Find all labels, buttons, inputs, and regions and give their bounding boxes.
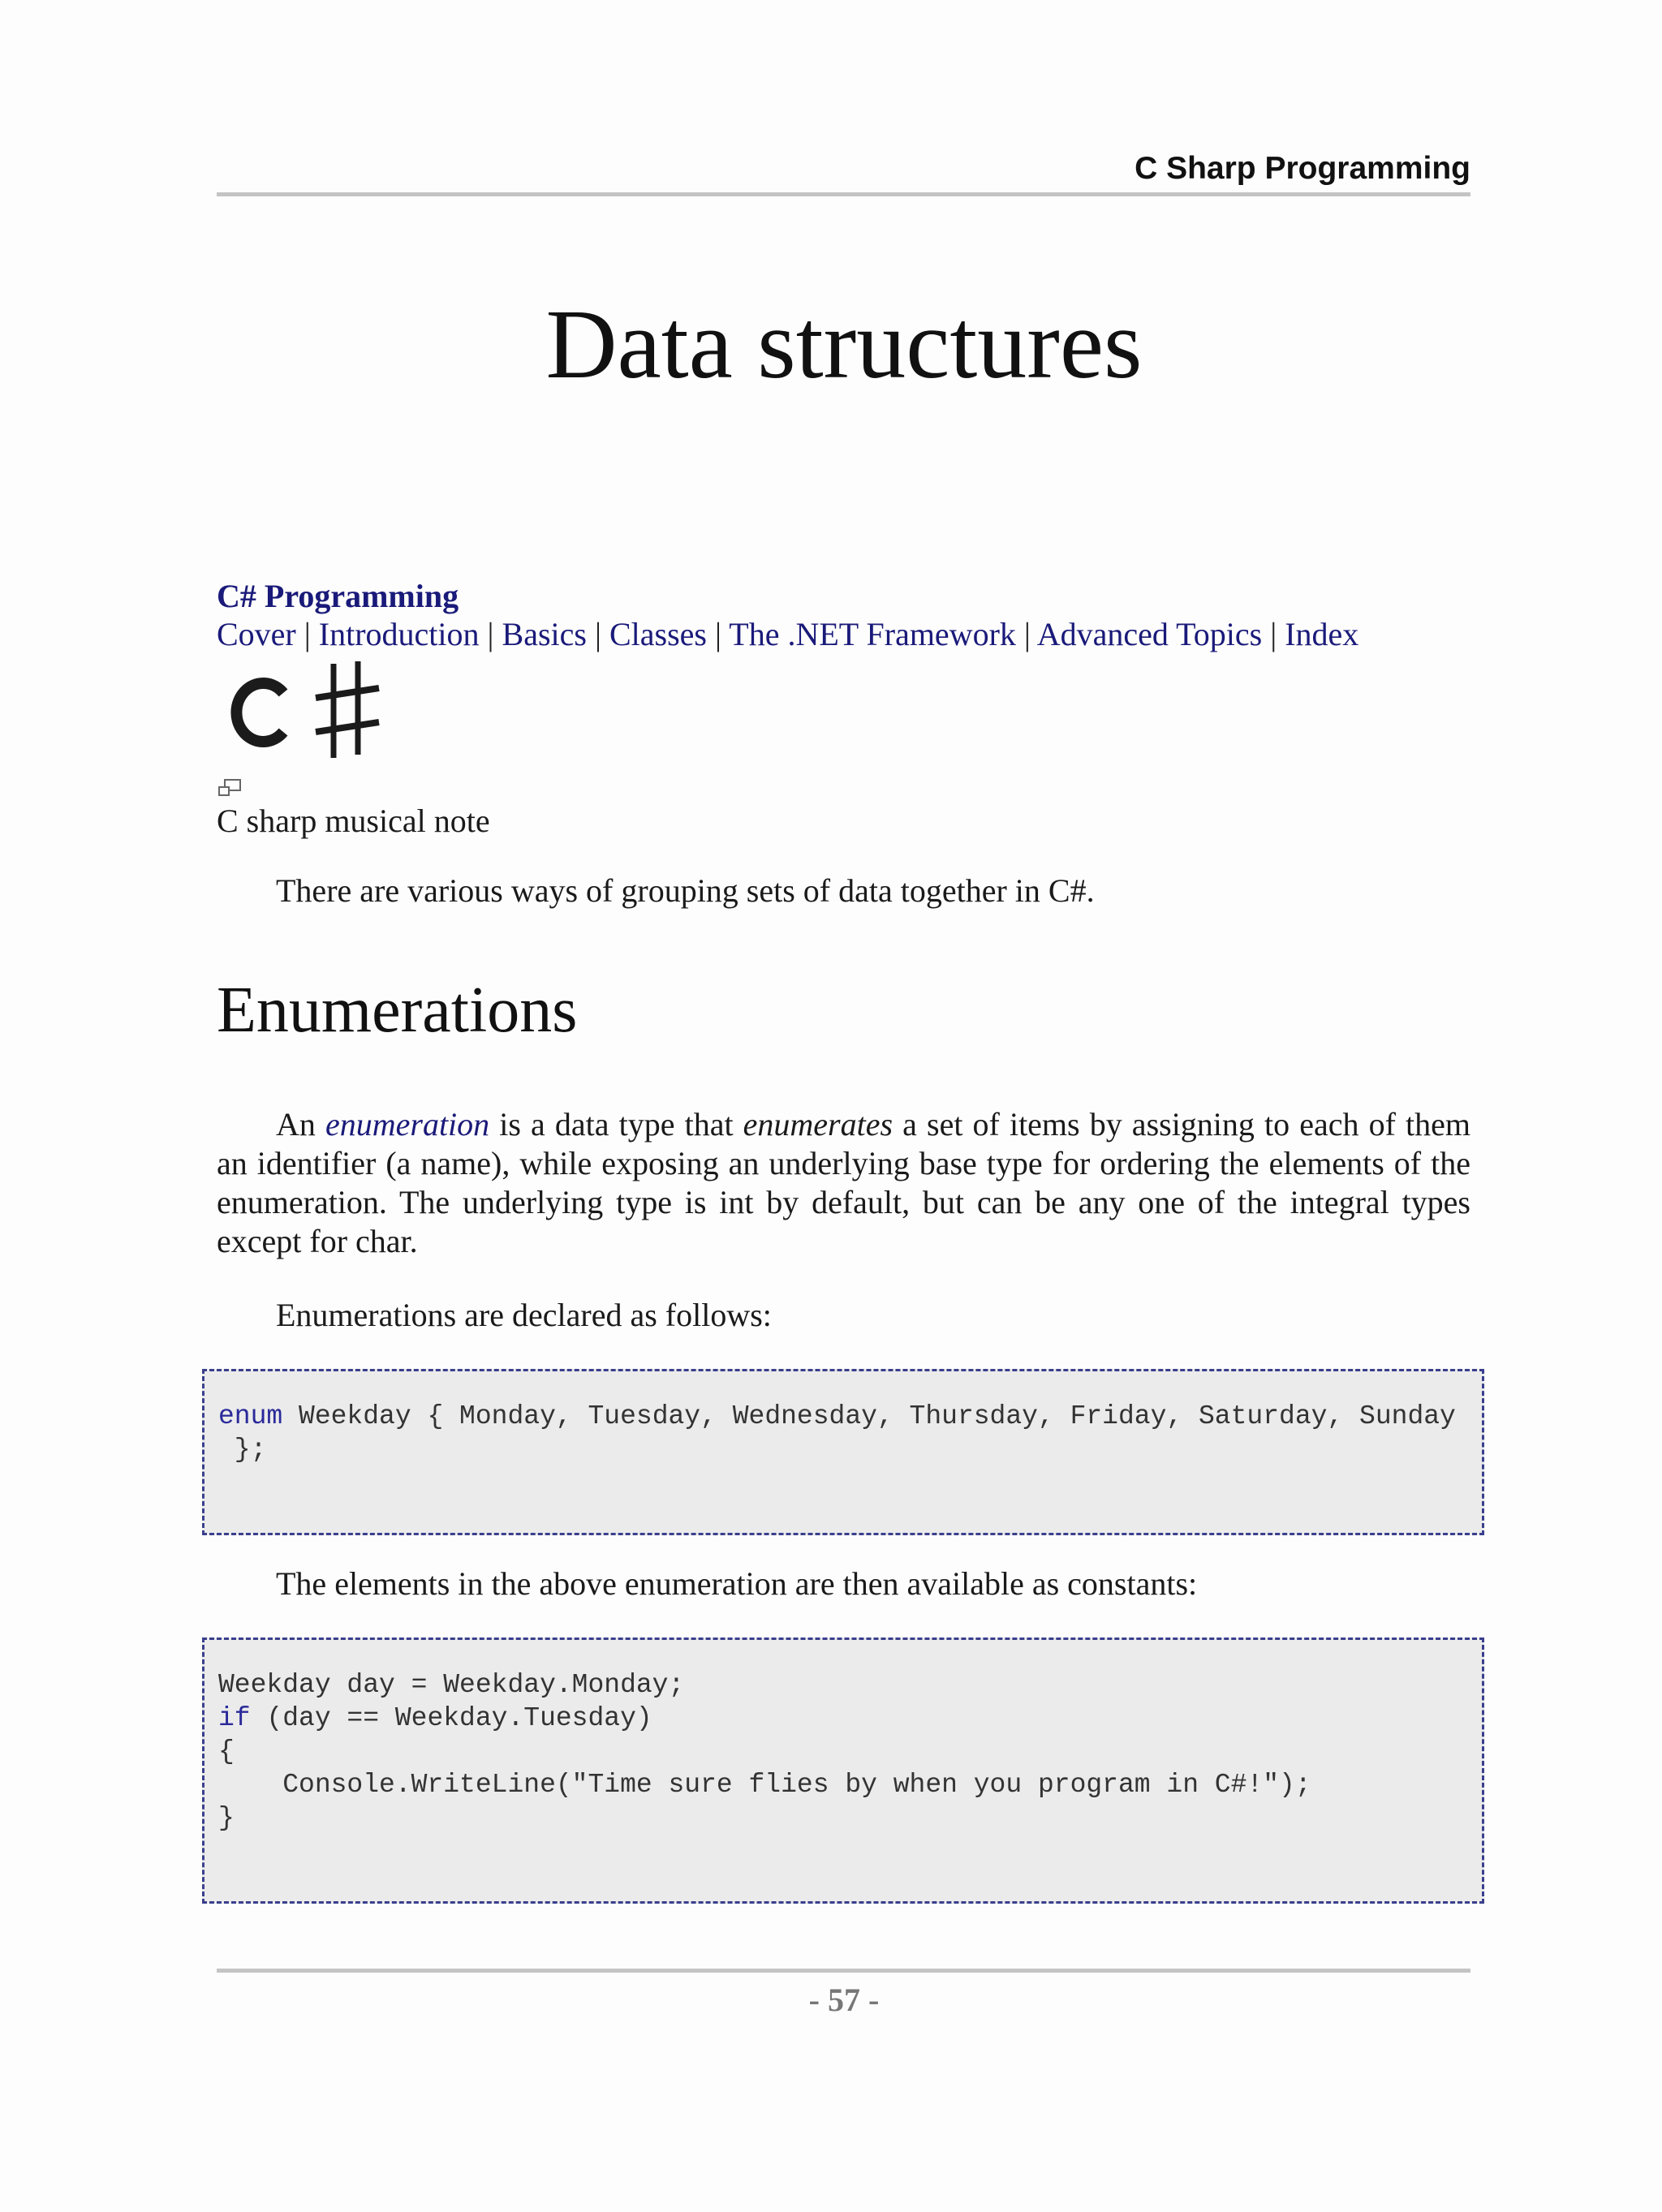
page-number: - 57 - — [808, 1982, 880, 2018]
nav-separator: | — [594, 616, 609, 652]
code-line: } — [218, 1803, 235, 1833]
header-rule — [217, 192, 1470, 196]
code-keyword: enum — [218, 1401, 283, 1431]
book-nav-title: C# Programming — [217, 578, 459, 614]
nav-separator: | — [1023, 616, 1037, 652]
running-header: C Sharp Programming — [1135, 151, 1470, 186]
enumeration-definition-paragraph — [217, 1105, 1470, 1261]
nav-link-dotnet-framework[interactable]: The .NET Framework — [729, 616, 1016, 652]
code-line: { — [218, 1736, 235, 1767]
nav-separator: | — [1270, 616, 1285, 652]
nav-link-basics[interactable]: Basics — [502, 616, 587, 652]
nav-link-index[interactable]: Index — [1285, 616, 1359, 652]
declaration-intro-paragraph: Enumerations are declared as follows: — [276, 1297, 772, 1333]
section-heading-enumerations: Enumerations — [217, 975, 578, 1046]
constants-intro-paragraph: The elements in the above enumeration are then available as constants: — [276, 1565, 1198, 1602]
code-line: Weekday day = Weekday.Monday; — [218, 1670, 685, 1700]
text: a set of items by assigning to each of them an identifier (a name), while exposing an underlying base type for ordering the elements of the enumeration. The underlying type is int by default, but can be any one of the integral types except for char. — [217, 1106, 1470, 1259]
code-text: }; — [218, 1435, 267, 1465]
emphasis: enumerates — [743, 1106, 893, 1143]
text: is a data type that — [489, 1106, 743, 1143]
intro-paragraph: There are various ways of grouping sets of data together in C#. — [276, 872, 1095, 909]
nav-separator: | — [304, 616, 319, 652]
code-block-enum-declaration — [202, 1369, 1484, 1535]
footer-rule — [217, 1969, 1470, 1973]
nav-link-advanced-topics[interactable]: Advanced Topics — [1036, 616, 1263, 652]
nav-link-classes[interactable]: Classes — [609, 616, 707, 652]
nav-separator: | — [714, 616, 730, 652]
nav-separator: | — [487, 616, 502, 652]
c-sharp-logo-icon[interactable] — [215, 659, 390, 760]
code-line: Console.WriteLine("Time sure flies by when you program in C#!"); — [218, 1770, 1311, 1800]
chapter-title: Data structures — [545, 290, 1143, 399]
figure-caption: C sharp musical note — [217, 803, 490, 839]
enlarge-icon[interactable] — [217, 778, 242, 798]
code-block-enum-usage — [202, 1637, 1484, 1904]
text: An — [276, 1106, 325, 1143]
book-nav-links — [217, 615, 1358, 653]
enumeration-link[interactable]: enumeration — [325, 1106, 490, 1143]
code-keyword: if — [218, 1703, 251, 1733]
code-text: (day == Weekday.Tuesday) — [250, 1703, 652, 1733]
nav-link-introduction[interactable]: Introduction — [318, 616, 480, 652]
code-text: Weekday { Monday, Tuesday, Wednesday, Thursday, Friday, Saturday, Sunday — [282, 1401, 1456, 1431]
nav-link-cover[interactable]: Cover — [217, 616, 296, 652]
